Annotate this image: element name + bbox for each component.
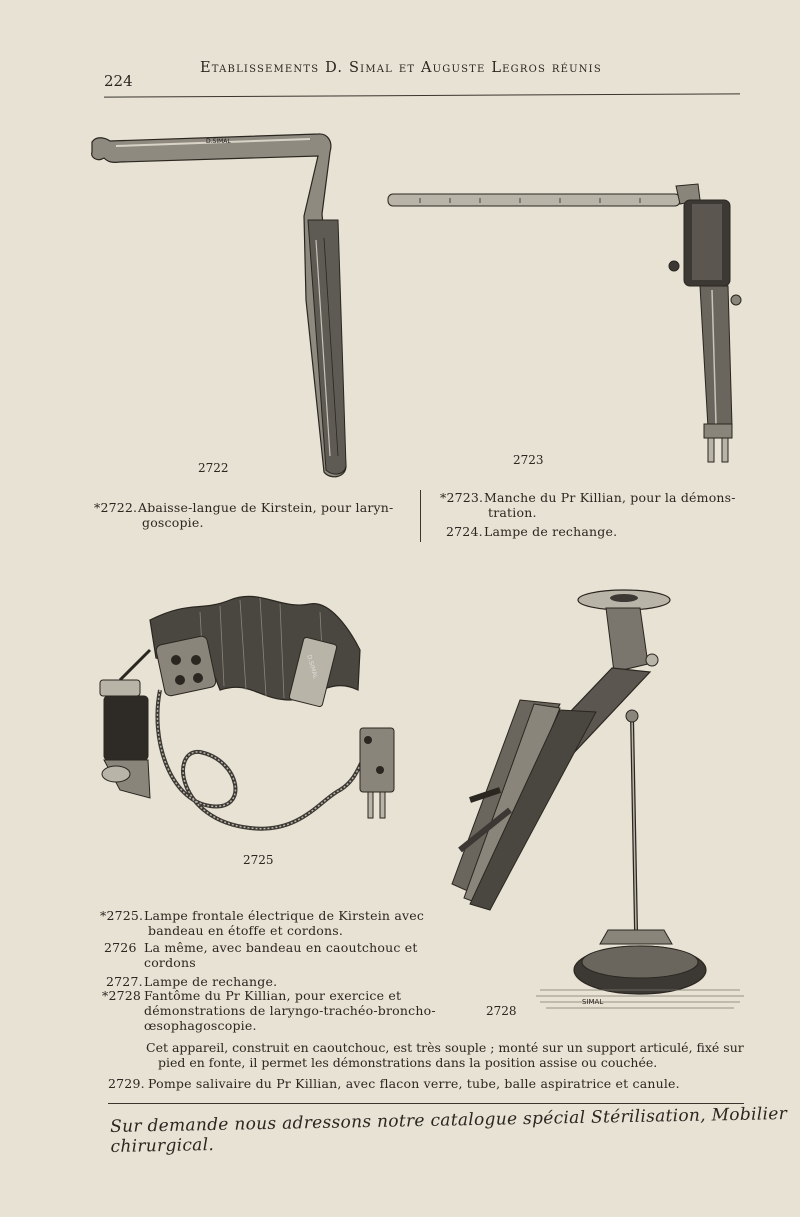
item-number: *2723. — [440, 490, 484, 505]
caption-2728 — [102, 988, 442, 1033]
item-number: 2726 — [104, 940, 137, 955]
item-number: *2728 — [102, 988, 142, 1003]
figure-label-2723: 2723 — [513, 453, 544, 467]
footer-rule — [108, 1103, 744, 1104]
engraving-mark: D.SIMAL — [305, 654, 319, 680]
catalogue-note: Sur demande nous adressons notre catalogue spécial Stérilisation, Mobilier chirurgical. — [110, 1104, 788, 1157]
item-text-cont: goscopie. — [142, 515, 204, 530]
item-text-cont: tration. — [488, 505, 537, 520]
item-number: 2724. — [446, 524, 483, 539]
item-text: Lampe de rechange. — [144, 974, 278, 989]
caption-2727 — [106, 974, 436, 989]
figure-label-2722: 2722 — [198, 461, 229, 475]
description-paragraph — [146, 1040, 766, 1070]
item-text-cont: cordons — [144, 955, 196, 970]
item-text-cont: bandeau en étoffe et cordons. — [148, 923, 344, 938]
running-head: Etablissements D. Simal et Auguste Legros réunis — [200, 60, 602, 76]
item-number: 2729. — [108, 1076, 145, 1091]
page-number: 224 — [104, 72, 133, 90]
engraving-mark: D.SIMAL — [206, 138, 231, 145]
figure-label-2728: 2728 — [486, 1004, 517, 1018]
item-text: La même, avec bandeau en caoutchouc et — [144, 940, 418, 955]
item-text: Lampe de rechange. — [484, 524, 618, 539]
caption-2729 — [108, 1076, 748, 1091]
item-text: Abaisse-langue de Kirstein, pour laryn- — [138, 500, 394, 515]
item-text-cont2: œsophagoscopie. — [144, 1018, 257, 1033]
caption-2726 — [104, 940, 440, 970]
paragraph-line-1: Cet appareil, construit en caoutchouc, est très souple ; monté sur un support articulé, fixé sur — [146, 1040, 744, 1055]
item-number: *2725. — [100, 908, 144, 923]
item-text: Fantôme du Pr Killian, pour exercice et — [144, 988, 402, 1003]
figure-label-2725: 2725 — [243, 853, 274, 867]
caption-2725 — [100, 908, 440, 938]
paragraph-line-2: pied en fonte, il permet les démonstrations dans la position assise ou couchée. — [158, 1055, 658, 1070]
item-text: Lampe frontale électrique de Kirstein avec — [144, 908, 425, 923]
engraving-mark: SIMAL — [582, 998, 604, 1006]
item-text: Pompe salivaire du Pr Killian, avec flacon verre, tube, balle aspiratrice et canule. — [148, 1076, 680, 1091]
item-text-cont: démonstrations de laryngo-trachéo-broncho- — [144, 1003, 436, 1018]
item-number: 2727. — [106, 974, 143, 989]
item-number: *2722. — [94, 500, 138, 515]
item-text: Manche du Pr Killian, pour la démons- — [484, 490, 736, 505]
